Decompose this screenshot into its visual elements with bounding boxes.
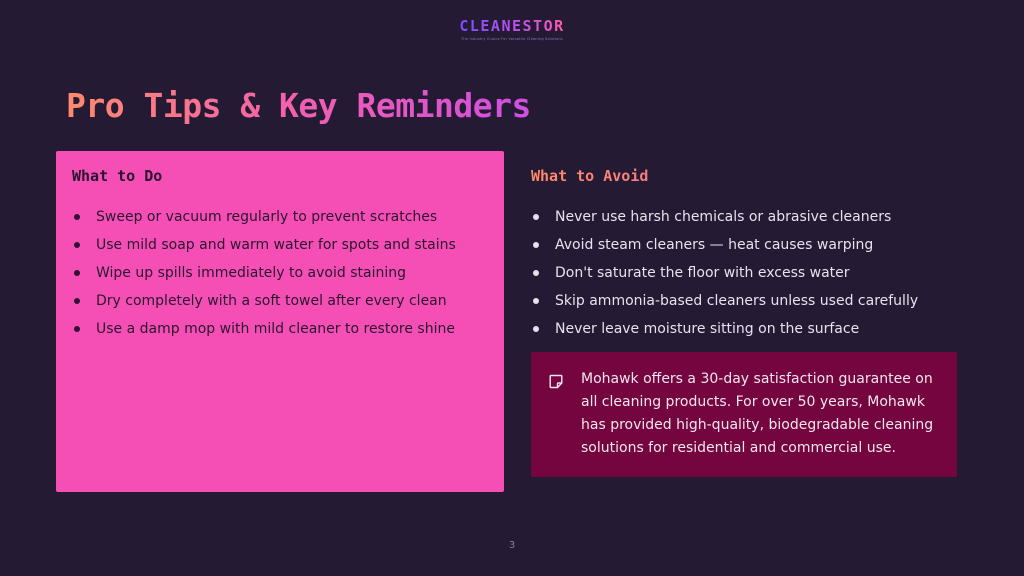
logo-tagline: The Industry Choice For Versatile Cleaning Solutions (461, 37, 563, 41)
what-to-do-heading: What to Do (72, 167, 163, 185)
page-number: 3 (508, 540, 516, 551)
guarantee-note-text: Mohawk offers a 30-day satisfaction guarantee on all cleaning products. For over 50 years, Mohawk has provided high-quality, biodegradable cleaning solutions for residential and commercial use. (581, 371, 934, 456)
bullet-icon (533, 270, 539, 276)
bullet-icon (74, 242, 80, 248)
list-item: Use a damp mop with mild cleaner to restore shine (72, 315, 488, 343)
list-item: Dry completely with a soft towel after every clean (72, 287, 488, 315)
what-to-avoid-list (531, 203, 961, 343)
guarantee-note-box (531, 352, 957, 477)
bullet-icon (533, 298, 539, 304)
what-to-avoid-heading: What to Avoid (531, 167, 961, 185)
bullet-icon (533, 214, 539, 220)
bullet-icon (74, 270, 80, 276)
bullet-icon (74, 326, 80, 332)
list-item: Use mild soap and warm water for spots and stains (72, 231, 488, 259)
list-item: Never leave moisture sitting on the surface (531, 315, 961, 343)
list-item: Never use harsh chemicals or abrasive cleaners (531, 203, 961, 231)
bullet-icon (74, 298, 80, 304)
what-to-avoid-section (531, 151, 961, 343)
logo-text: CLEANESTOR (459, 17, 565, 35)
list-item: Sweep or vacuum regularly to prevent scratches (72, 203, 488, 231)
page-title: Pro Tips & Key Reminders (66, 86, 531, 125)
list-item: Don't saturate the floor with excess water (531, 259, 961, 287)
brand-logo (0, 16, 1024, 41)
logo-wordmark (459, 17, 564, 35)
bullet-icon (533, 326, 539, 332)
list-item: Skip ammonia-based cleaners unless used carefully (531, 287, 961, 315)
what-to-do-list (72, 203, 488, 343)
bullet-icon (533, 242, 539, 248)
list-item: Avoid steam cleaners — heat causes warping (531, 231, 961, 259)
sticky-note-icon (549, 374, 563, 389)
what-to-do-card (56, 151, 504, 492)
list-item: Wipe up spills immediately to avoid staining (72, 259, 488, 287)
bullet-icon (74, 214, 80, 220)
